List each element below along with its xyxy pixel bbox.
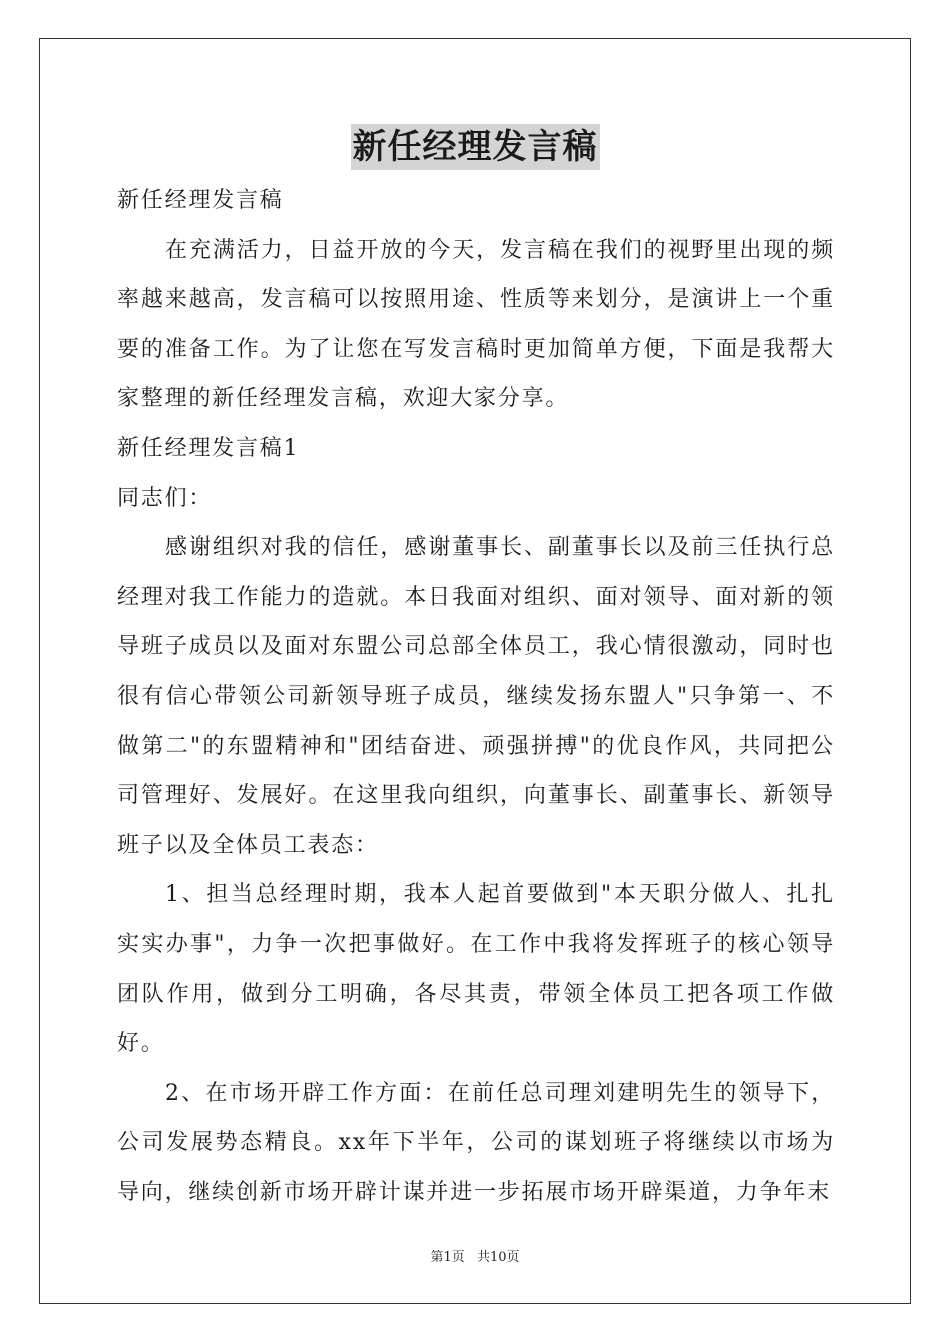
paragraph-intro: 在充满活力，日益开放的今天，发言稿在我们的视野里出现的频率越来越高，发言稿可以按照用途、性质等来划分，是演讲上一个重要的准备工作。为了让您在写发言稿时更加简单方便，下面是我帮大家整理的新任经理发言稿，欢迎大家分享。 <box>117 237 835 412</box>
paragraph-point-2: 2、在市场开辟工作方面：在前任总司理刘建明先生的领导下，公司发展势态精良。xx年下半年，公司的谋划班子将继续以市场为导向，继续创新市场开辟计谋并进一步拓展市场开辟渠道，力争年末 <box>117 1080 835 1205</box>
paragraph-subtitle: 新任经理发言稿 <box>117 188 284 213</box>
paragraph-thanks: 感谢组织对我的信任，感谢董事长、副董事长以及前三任执行总经理对我工作能力的造就。本日我面对组织、面对领导、面对新的领导班子成员以及面对东盟公司总部全体员工，我心情很激动，同时也很有信心带领公司新领导班子成员，继续发扬东盟人"只争第一、不做第二"的东盟精神和"团结奋进、顽强拼搏"的优良作风，共同把公司管理好、发展好。在这里我向组织，向董事长、副董事长、新领导班子以及全体员工表态： <box>117 535 835 858</box>
paragraph-point-1: 1、担当总经理时期，我本人起首要做到"本天职分做人、扎扎实实办事"，力争一次把事做好。在工作中我将发挥班子的核心领导团队作用，做到分工明确，各尽其责，带领全体员工把各项工作做好。 <box>117 882 835 1057</box>
page-number: 第1页 <box>430 1250 465 1265</box>
page-total: 共10页 <box>476 1250 520 1265</box>
document-title: 新任经理发言稿 <box>351 124 600 170</box>
page-footer <box>0 1246 950 1265</box>
title-wrap <box>0 124 950 170</box>
paragraph-heading-1: 新任经理发言稿1 <box>117 435 300 461</box>
document-body <box>117 176 835 1217</box>
paragraph-salutation: 同志们： <box>117 485 213 511</box>
